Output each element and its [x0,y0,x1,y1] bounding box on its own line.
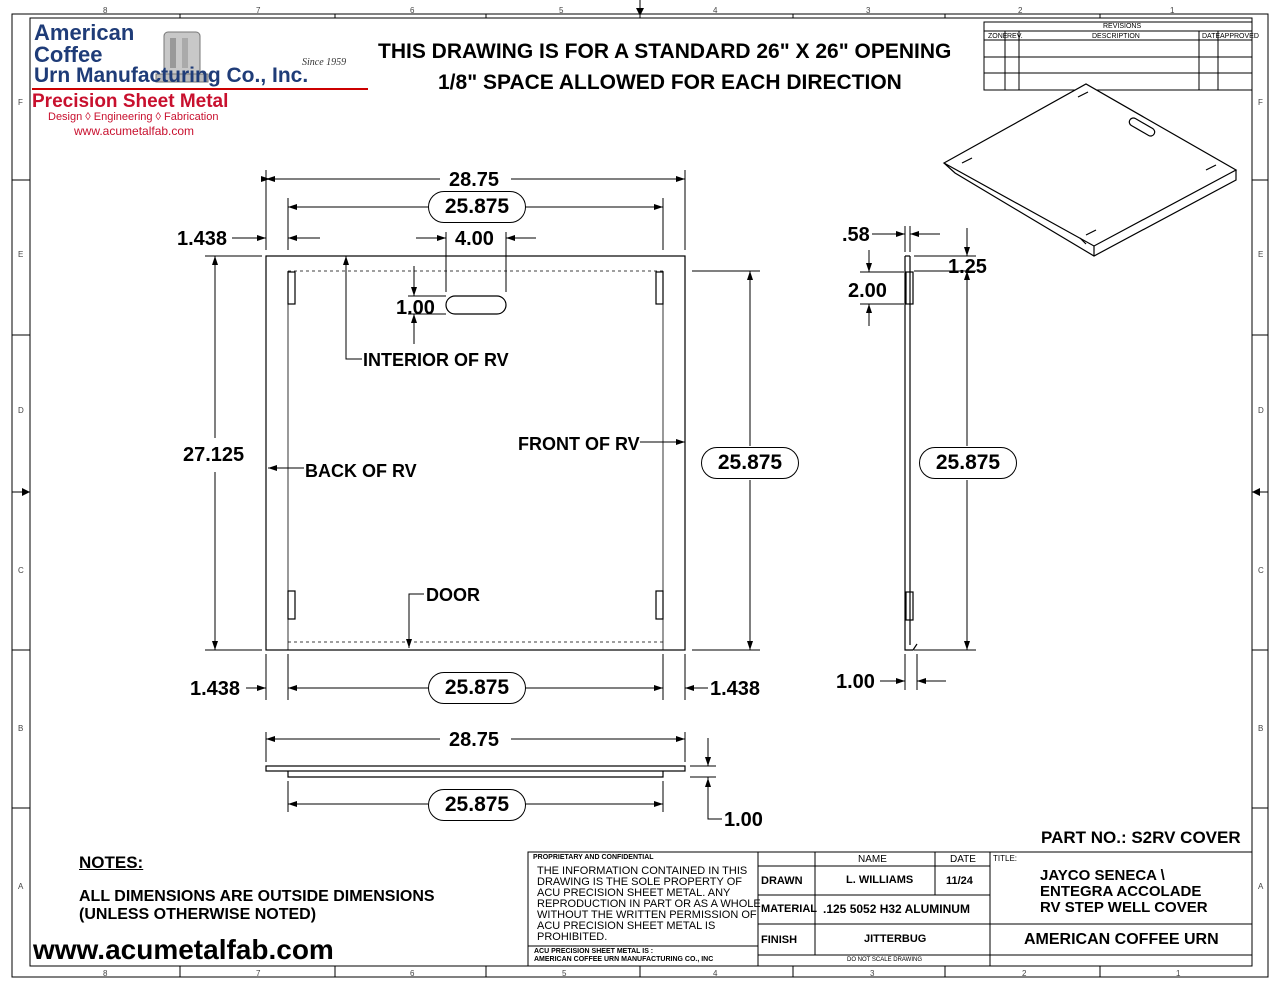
logo-since: Since 1959 [302,57,347,68]
zone-row-label: C [1258,566,1264,575]
notes-title: NOTES: [79,853,144,872]
tb-proprietary-line: DRAWING IS THE SOLE PROPERTY OF [537,876,742,888]
dim-slot-width: 4.00 [455,228,494,250]
tb-proprietary-line: REPRODUCTION IN PART OR AS A WHOLE [537,898,761,910]
logo-services: Design ◊ Engineering ◊ Fabrication [48,111,219,123]
rev-header-description: DESCRIPTION [1092,33,1140,40]
zone-row-label: A [18,882,24,891]
zone-col-label: 1 [1176,969,1181,978]
dim-left-offset: 1.438 [177,228,228,250]
zone-col-label: 8 [103,6,108,15]
zone-row-label: D [18,406,24,415]
logo-rule [32,88,368,90]
zone-row-label: D [1258,406,1264,415]
tb-title-header: TITLE: [993,854,1018,863]
zone-row-label: F [1258,98,1263,107]
zone-row-label: B [18,724,24,733]
notes-line-2: (UNLESS OTHERWISE NOTED) [79,906,317,923]
zone-col-label: 3 [866,6,871,15]
isometric-view [944,84,1236,256]
dim-side-top-lip: 1.25 [948,256,987,278]
tb-no-scale: DO NOT SCALE DRAWING [847,957,923,963]
zone-col-label: 6 [410,969,415,978]
zone-col-label: 5 [559,6,564,15]
tb-drawn-date: 11/24 [946,875,973,887]
zone-col-label: 2 [1022,969,1027,978]
logo-url: www.acumetalfab.com [74,124,195,138]
logo-line-3: Urn Manufacturing Co., Inc. [34,64,309,87]
tb-date-header: DATE [950,854,976,865]
dim-side-length: 25.875 [919,447,1017,479]
dim-bottom-right-offset: 1.438 [710,678,761,700]
header-line-2: 1/8" SPACE ALLOWED FOR EACH DIRECTION [438,71,902,94]
dim-inner-width: 25.875 [428,191,526,223]
header-line-1: THIS DRAWING IS FOR A STANDARD 26" X 26" OPENING [378,40,952,63]
dim-slot-height: 1.00 [396,297,435,319]
dim-bottom-left-offset: 1.438 [190,678,241,700]
notes-line-1: ALL DIMENSIONS ARE OUTSIDE DIMENSIONS [79,888,435,905]
zone-row-label: E [18,250,24,259]
side-view-part [905,256,917,650]
tb-owner-line-1: ACU PRECISION SHEET METAL IS : [534,948,654,955]
label-door: DOOR [426,585,480,605]
label-front: FRONT OF RV [518,434,640,454]
tb-name-header: NAME [858,854,887,865]
tb-proprietary-title: PROPRIETARY AND CONFIDENTIAL [533,854,654,861]
tb-proprietary-line: WITHOUT THE WRITTEN PERMISSION OF [537,909,757,921]
dim-bottom-inner-width: 25.875 [428,672,526,704]
tb-drawn-label: DRAWN [761,875,803,887]
label-back: BACK OF RV [305,461,417,481]
tb-proprietary-line: ACU PRECISION SHEET METAL. ANY [537,887,731,899]
rev-header-rev: REV. [1007,33,1023,40]
zone-col-label: 8 [103,969,108,978]
tb-proprietary-line: PROHIBITED. [537,931,608,943]
tb-title-line-1: JAYCO SENECA \ [1040,867,1165,884]
logo-tagline: Precision Sheet Metal [32,91,229,112]
tb-proprietary-line: ACU PRECISION SHEET METAL IS [537,920,716,932]
revisions-title: REVISIONS [1103,23,1142,30]
zone-col-label: 6 [410,6,415,15]
zone-col-label: 7 [256,969,261,978]
logo-line-1: American [34,20,135,45]
label-interior: INTERIOR OF RV [363,350,509,370]
zone-row-label: C [18,566,24,575]
tb-owner-line-2: AMERICAN COFFEE URN MANUFACTURING CO., INC [534,956,714,963]
zone-col-label: 1 [1170,6,1175,15]
tb-material: .125 5052 H32 ALUMINUM [823,902,970,916]
zone-col-label: 3 [870,969,875,978]
rev-header-zone: ZONE [988,33,1008,40]
zone-col-label: 7 [256,6,261,15]
dim-front-height: 1.00 [724,809,763,831]
zone-row-label: F [18,98,23,107]
tb-drawn-name: L. WILLIAMS [846,874,914,886]
tb-finish-label: FINISH [761,934,798,946]
logo-line-2: Coffee [34,42,103,67]
dim-front-inner-width: 25.875 [428,789,526,821]
dim-front-overall-width: 28.75 [449,729,500,751]
tb-title-line-3: RV STEP WELL COVER [1040,899,1208,916]
dim-side-bottom-lip: 1.00 [836,671,875,693]
zone-row-label: E [1258,250,1264,259]
dim-overall-width: 28.75 [449,169,500,191]
tb-title-line-2: ENTEGRA ACCOLADE [1040,883,1202,900]
tb-proprietary-line: THE INFORMATION CONTAINED IN THIS [537,865,748,877]
website-link[interactable]: www.acumetalfab.com [33,934,334,965]
zone-col-label: 5 [562,969,567,978]
tb-material-label: MATERIAL [761,903,818,915]
tb-company: AMERICAN COFFEE URN [1024,931,1219,948]
tb-finish: JITTERBUG [864,933,927,945]
dim-height: 27.125 [183,444,245,466]
zone-row-label: B [1258,724,1264,733]
zone-col-label: 4 [713,6,718,15]
zone-row-label: A [1258,882,1264,891]
front-view-part [266,766,685,777]
zone-col-label: 2 [1018,6,1023,15]
dim-side-tab: 2.00 [848,280,887,302]
rev-header-date: DATE [1202,33,1221,40]
part-number: PART NO.: S2RV COVER [1041,828,1241,847]
dim-right-height: 25.875 [701,447,799,479]
rev-header-approved: APPROVED [1220,33,1259,40]
zone-col-label: 4 [713,969,718,978]
dim-side-top-offset: .58 [842,224,870,246]
